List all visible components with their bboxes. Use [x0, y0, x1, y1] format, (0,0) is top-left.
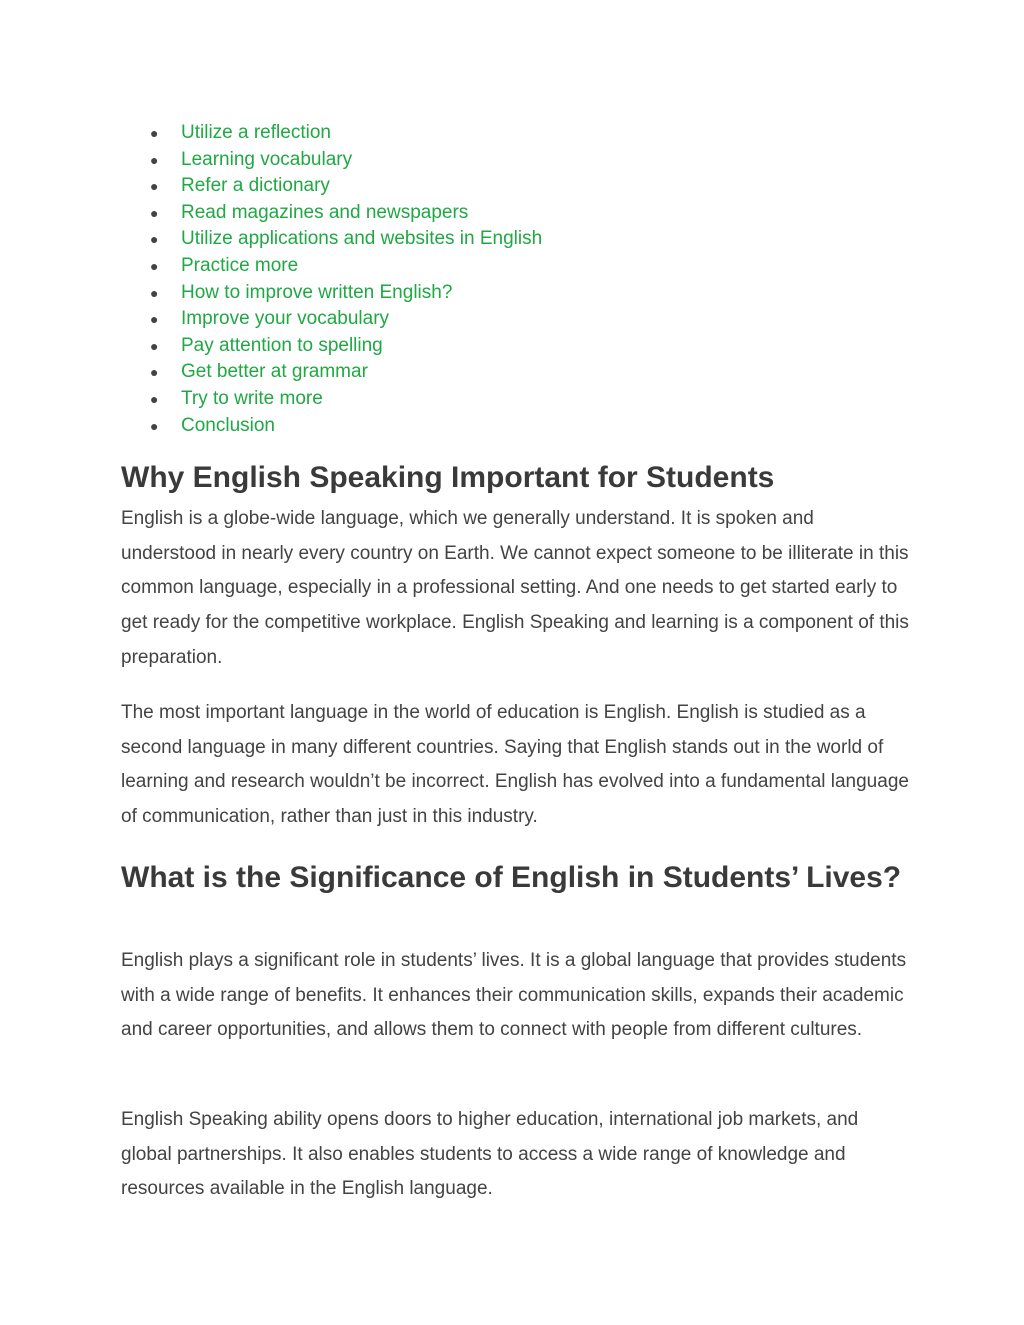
paragraph: The most important language in the world of education is English. English is studied as a second language in many different countries. Saying that English stands out in the world of learning and research wouldn’t be incorrect. English has evolved into a fundamental language of communication, rather than just in this industry.: [121, 702, 909, 828]
toc-item[interactable]: [150, 333, 542, 360]
toc-link[interactable]: Refer a dictionary: [181, 175, 330, 197]
toc-item[interactable]: [150, 306, 542, 333]
toc-item[interactable]: [150, 226, 542, 253]
toc-item[interactable]: [150, 200, 542, 227]
toc-item[interactable]: [150, 147, 542, 174]
bullet-icon: ●: [150, 204, 159, 221]
paragraph: English plays a significant role in students’ lives. It is a global language that provides students with a wide range of benefits. It enhances their communication skills, expands their academic and career opportunities, and allows them to connect with people from different cultures.: [121, 950, 907, 1041]
toc-link[interactable]: Try to write more: [181, 387, 323, 409]
toc-item[interactable]: [150, 173, 542, 200]
bullet-icon: ●: [150, 417, 159, 434]
toc-link[interactable]: Pay attention to spelling: [181, 334, 383, 356]
toc-item[interactable]: [150, 120, 542, 147]
paragraph: English is a globe-wide language, which we generally understand. It is spoken and understood in nearly every country on Earth. We cannot expect someone to be illiterate in this common language, especially in a professional setting. And one needs to get started early to get ready for the competitive workplace. English Speaking and learning is a component of this preparation.: [121, 508, 909, 668]
bullet-icon: ●: [150, 284, 159, 301]
toc-link[interactable]: Learning vocabulary: [181, 148, 353, 170]
section-heading-why: Why English Speaking Important for Students: [121, 461, 775, 494]
paragraph: English Speaking ability opens doors to higher education, international job markets, and global partnerships. It also enables students to access a wide range of knowledge and resources available in the English language.: [121, 1109, 859, 1200]
toc-link[interactable]: Conclusion: [181, 414, 275, 436]
bullet-icon: ●: [150, 151, 159, 168]
bullet-icon: ●: [150, 178, 159, 195]
toc-link[interactable]: Utilize a reflection: [181, 122, 331, 143]
toc-item[interactable]: [150, 359, 542, 386]
toc-item[interactable]: [150, 253, 542, 280]
bullet-icon: ●: [150, 311, 159, 328]
toc-item[interactable]: [150, 413, 542, 440]
toc-link[interactable]: Read magazines and newspapers: [181, 201, 469, 223]
toc-link[interactable]: Practice more: [181, 254, 299, 276]
toc-link[interactable]: Utilize applications and websites in English: [181, 228, 543, 250]
toc-link[interactable]: Get better at grammar: [181, 361, 368, 383]
section-heading-significance: What is the Significance of English in Students’ Lives?: [121, 861, 902, 894]
bullet-icon: ●: [150, 364, 159, 381]
toc-link[interactable]: Improve your vocabulary: [181, 308, 390, 330]
table-of-contents: [150, 120, 542, 439]
bullet-icon: ●: [150, 231, 159, 248]
toc-item[interactable]: [150, 280, 542, 307]
toc-link[interactable]: How to improve written English?: [181, 281, 453, 303]
bullet-icon: ●: [150, 390, 159, 407]
bullet-icon: ●: [150, 125, 159, 141]
bullet-icon: ●: [150, 257, 159, 274]
toc-item[interactable]: [150, 386, 542, 413]
bullet-icon: ●: [150, 337, 159, 354]
